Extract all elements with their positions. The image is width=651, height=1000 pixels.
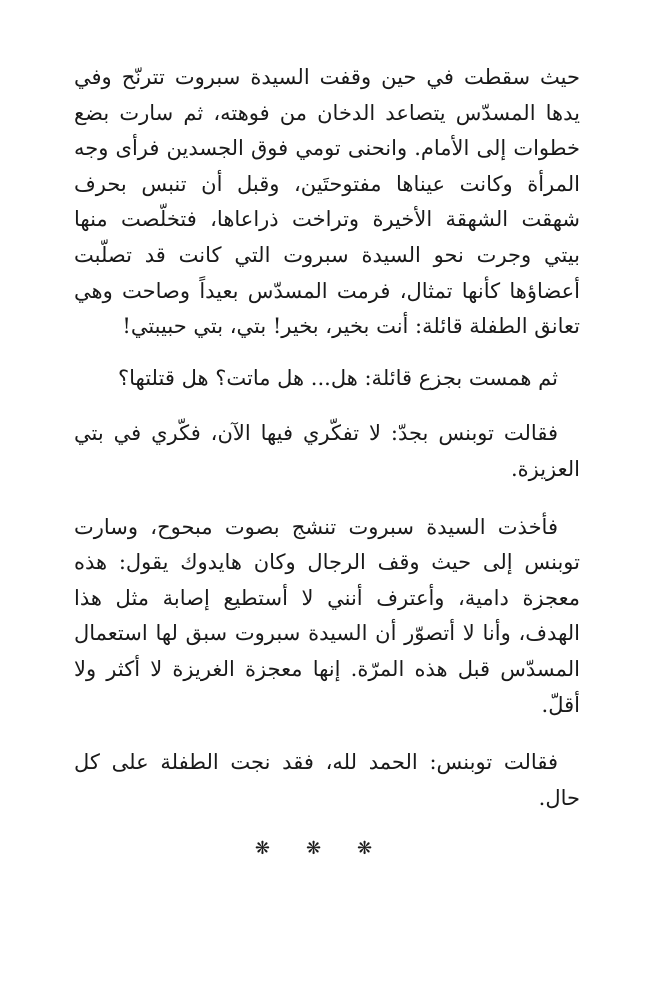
paragraph-4: فأخذت السيدة سبروت تنشج بصوت مبحوح، وسارت توبنس إلى حيث وقف الرجال وكان هايدوك يقول: هذه معجزة دامية، وأعترف أنني لا أستطيع إصابة مثل هذا الهدف، وأنا لا أتصوّر أن السيدة سبروت سبق لها استعمال المسدّس قبل هذه المرّة. إنها معجزة الغريزة لا أكثر ولا أقلّ. — [74, 514, 580, 717]
paragraph-2: ثم همست بجزع قائلة: هل... هل ماتت؟ هل قتلتها؟ — [118, 365, 558, 390]
asterism-icon: ❋ — [357, 838, 397, 859]
paragraph-1: حيث سقطت في حين وقفت السيدة سبروت تترنّح وفي يدها المسدّس يتصاعد الدخان من فوهته، ثم سارت بضع خطوات إلى الأمام. وانحنى تومي فوق الجسدين فرأى وجه المرأة وكانت عيناها مفتوحتَين، وقبل أن تنبس بحرف شهقت الشهقة الأخيرة وتراخت ذراعاها، فتخلّصت منها بيتي وجرت نحو السيدة سبروت التي كانت قد تصلّبت أعضاؤها كأنها تمثال، فرمت المسدّس بعيداً وصاحت وهي تعانق الطفلة قائلة: أنت بخير، بخير! بتي، بتي حبيبتي! — [74, 65, 580, 339]
asterism-icon: ❋ — [305, 838, 346, 859]
page-body — [74, 60, 580, 816]
paragraph-3: فقالت توبنس بجدّ: لا تفكّري فيها الآن، فكّري في بتي العزيزة. — [74, 421, 580, 481]
asterism-icon: ❋ — [254, 838, 294, 859]
paragraph-5: فقالت توبنس: الحمد لله، فقد نجت الطفلة على كل حال. — [74, 750, 580, 810]
section-separator — [0, 838, 651, 859]
